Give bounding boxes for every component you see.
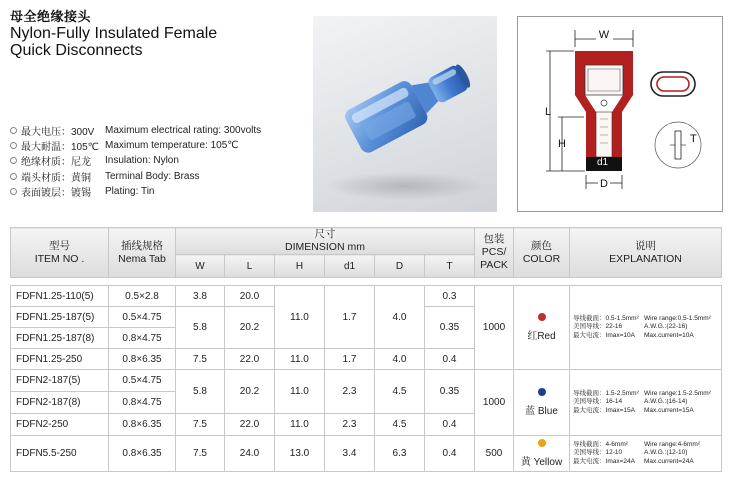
spec-cn: 最大电压：300V: [21, 127, 95, 139]
dim-h: 11.0: [275, 414, 325, 436]
dim-h: 11.0: [275, 286, 325, 349]
dim-d: 4.0: [375, 349, 425, 370]
item-no: FDFN1.25-250: [11, 349, 109, 370]
spec-temperature: [10, 138, 310, 153]
dim-l: 20.2: [225, 370, 275, 414]
dim-t: 0.35: [425, 307, 475, 349]
title-block: [10, 6, 270, 59]
color-label: 红Red: [527, 331, 556, 342]
explanation-cell: 导线截面：4-6mm² 美国导线：12-10 最大电流：Imax=24A Wire range:4-6mm² A.W.G.:(12-10) Max.current=24A: [570, 436, 722, 472]
spec-cn: 绝缘材质：尼龙: [21, 157, 91, 169]
label-w: W: [598, 29, 610, 41]
dim-d1: 1.7: [325, 286, 375, 349]
item-no: FDFN2-250: [11, 414, 109, 436]
spec-en: Maximum electrical rating: 300volts: [105, 125, 262, 137]
dim-w: 5.8: [176, 370, 225, 414]
spec-en: Plating: Tin: [105, 185, 155, 197]
dim-l: 22.0: [225, 349, 275, 370]
color-cell: [514, 436, 570, 472]
dim-d: 4.5: [375, 370, 425, 414]
title-en-line2: Quick Disconnects: [10, 42, 143, 59]
label-l: L: [545, 106, 552, 118]
dim-l: 20.0: [225, 286, 275, 307]
yellow-dot-icon: [538, 439, 546, 447]
spec-cn: 表面镀层：镀锡: [21, 187, 91, 199]
dim-d: 4.0: [375, 286, 425, 349]
color-label: 黄 Yellow: [520, 457, 563, 468]
connector-photo-icon: [313, 16, 497, 212]
title-cn: 母全绝缘接头: [10, 9, 92, 24]
dim-w: 7.5: [176, 349, 225, 370]
header-dimension: 尺寸 DIMENSION mm: [176, 228, 475, 255]
header-color: 颜色 COLOR: [514, 228, 570, 278]
bullet-icon: [10, 142, 17, 149]
color-cell: [514, 370, 570, 436]
dim-h: 11.0: [275, 370, 325, 414]
dim-d1: 2.3: [325, 414, 375, 436]
color-label: 蓝 Blue: [525, 406, 558, 417]
header-item: 型号 ITEM NO .: [11, 228, 109, 278]
label-d: D: [600, 178, 608, 190]
header-d: D: [375, 255, 425, 278]
table-row: [11, 436, 722, 472]
spec-en: Maximum temperature: 105℃: [105, 140, 239, 152]
label-h: H: [558, 138, 566, 150]
dim-w: 7.5: [176, 436, 225, 472]
dim-t: 0.4: [425, 414, 475, 436]
header-l: L: [225, 255, 275, 278]
dim-l: 22.0: [225, 414, 275, 436]
dim-d1: 1.7: [325, 349, 375, 370]
header-explanation: 说明 EXPLANATION: [570, 228, 722, 278]
nema-tab: 0.8×4.75: [109, 328, 176, 349]
table-row: [11, 286, 722, 307]
drawing-svg: [518, 17, 721, 210]
spec-en: Insulation: Nylon: [105, 155, 179, 167]
nema-tab: 0.5×4.75: [109, 370, 176, 392]
item-no: FDFN5.5-250: [11, 436, 109, 472]
dim-w: 3.8: [176, 286, 225, 307]
header-nema: 插线规格 Nema Tab: [109, 228, 176, 278]
explanation-cell: 导线截面：0.5-1.5mm² 美国导线：22-16 最大电流：Imax=10A Wire range:0.5-1.5mm² A.W.G.:(22-16) Max.current=10A: [570, 286, 722, 370]
item-no: FDFN2-187(8): [11, 392, 109, 414]
dim-t: 0.35: [425, 370, 475, 414]
table-header-row-1: [11, 228, 722, 255]
header-h: H: [275, 255, 325, 278]
spec-en: Terminal Body: Brass: [105, 170, 200, 182]
spec-list: [10, 123, 310, 199]
dim-h: 13.0: [275, 436, 325, 472]
dim-l: 24.0: [225, 436, 275, 472]
nema-tab: 0.8×6.35: [109, 414, 176, 436]
red-dot-icon: [538, 313, 546, 321]
item-no: FDFN2-187(5): [11, 370, 109, 392]
nema-tab: 0.5×4.75: [109, 307, 176, 328]
bullet-icon: [10, 188, 17, 195]
dimension-drawing: [517, 16, 723, 212]
header-t: T: [425, 255, 475, 278]
nema-tab: 0.5×2.8: [109, 286, 176, 307]
dim-w: 7.5: [176, 414, 225, 436]
dim-h: 11.0: [275, 349, 325, 370]
spec-table: [10, 227, 722, 472]
bullet-icon: [10, 157, 17, 164]
header-w: W: [176, 255, 225, 278]
dim-w: 5.8: [176, 307, 225, 349]
spec-voltage: [10, 123, 310, 138]
dim-t: 0.3: [425, 286, 475, 307]
spec-terminal-body: [10, 169, 310, 184]
nema-tab: 0.8×6.35: [109, 349, 176, 370]
product-photo: [313, 16, 497, 212]
dim-d1: 2.3: [325, 370, 375, 414]
spec-cn: 端头材质：黄铜: [21, 172, 91, 184]
explanation-cell: 导线截面：1.5-2.5mm² 美国导线：16-14 最大电流：Imax=15A Wire range:1.5-2.5mm² A.W.G.:(16-14) Max.current=15A: [570, 370, 722, 436]
dim-d1: 3.4: [325, 436, 375, 472]
header-pack: 包装 PCS/ PACK: [475, 228, 514, 278]
nema-tab: 0.8×4.75: [109, 392, 176, 414]
dim-t: 0.4: [425, 349, 475, 370]
header-d1: d1: [325, 255, 375, 278]
dim-d: 6.3: [375, 436, 425, 472]
blue-dot-icon: [538, 388, 546, 396]
label-d1: d1: [597, 157, 609, 168]
table-gap: [11, 278, 722, 286]
color-cell: [514, 286, 570, 370]
bullet-icon: [10, 173, 17, 180]
pcs-pack: 1000: [475, 370, 514, 436]
pcs-pack: 1000: [475, 286, 514, 370]
dim-l: 20.2: [225, 307, 275, 349]
table-row: [11, 370, 722, 392]
spec-plating: [10, 184, 310, 199]
dim-t: 0.4: [425, 436, 475, 472]
item-no: FDFN1.25-110(5): [11, 286, 109, 307]
label-t: T: [690, 133, 697, 145]
spec-cn: 最大耐温：105℃: [21, 142, 99, 154]
dim-d: 4.5: [375, 414, 425, 436]
pcs-pack: 500: [475, 436, 514, 472]
item-no: FDFN1.25-187(5): [11, 307, 109, 328]
title-en-line1: Nylon-Fully Insulated Female: [10, 25, 218, 42]
nema-tab: 0.8×6.35: [109, 436, 176, 472]
bullet-icon: [10, 127, 17, 134]
spec-insulation: [10, 153, 310, 168]
item-no: FDFN1.25-187(8): [11, 328, 109, 349]
